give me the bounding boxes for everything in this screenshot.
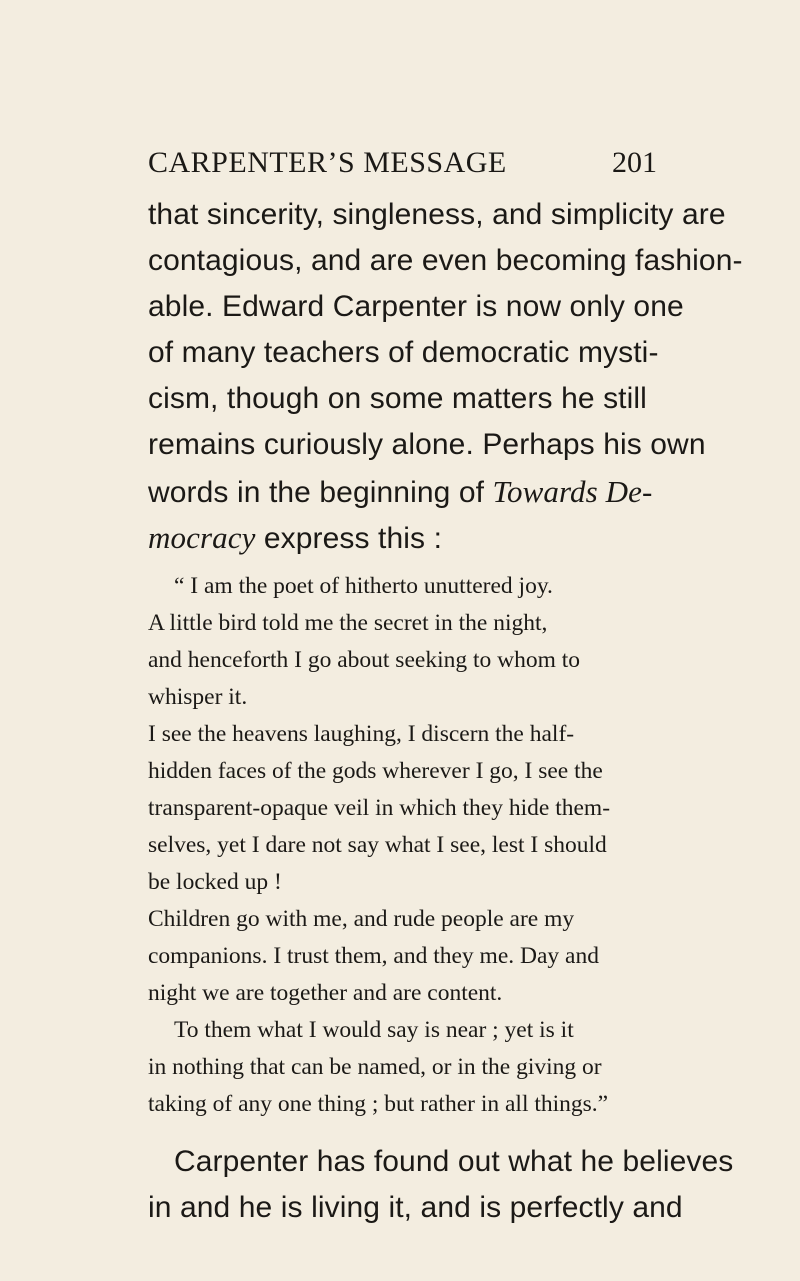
- body-line: in and he is living it, and is perfectly and: [148, 1191, 683, 1224]
- quote-line: selves, yet I dare not say what I see, lest I should: [148, 832, 607, 858]
- quote-line: To them what I would say is near ; yet is it: [174, 1017, 574, 1043]
- body-line: that sincerity, singleness, and simplicity are: [148, 198, 726, 231]
- quote-line: companions. I trust them, and they me. Day and: [148, 943, 599, 969]
- quote-line: I see the heavens laughing, I discern the half-: [148, 721, 575, 747]
- quote-line: “ I am the poet of hitherto unuttered joy.: [174, 573, 553, 599]
- quote-line: A little bird told me the secret in the night,: [148, 610, 548, 636]
- body-line: [148, 520, 442, 556]
- body-text: express this :: [263, 522, 443, 555]
- quote-line: and henceforth I go about seeking to whom to: [148, 647, 581, 673]
- body-line: Carpenter has found out what he believes: [174, 1145, 734, 1178]
- body-line: able. Edward Carpenter is now only one: [148, 290, 684, 323]
- quote-line: be locked up !: [148, 869, 282, 895]
- book-title-italic: mocracy: [148, 520, 256, 555]
- page-number: 201: [612, 146, 657, 179]
- running-head: [0, 146, 800, 186]
- quote-line: hidden faces of the gods wherever I go, I see the: [148, 758, 603, 784]
- body-text: words in the beginning of: [148, 476, 485, 509]
- quote-line: Children go with me, and rude people are my: [148, 906, 575, 932]
- quote-line: in nothing that can be named, or in the giving or: [148, 1054, 602, 1080]
- body-line: of many teachers of democratic mysti-: [148, 336, 659, 369]
- body-line: [148, 474, 652, 510]
- quote-line: whisper it.: [148, 684, 248, 710]
- quote-line: taking of any one thing ; but rather in all things.”: [148, 1091, 609, 1117]
- body-line: remains curiously alone. Perhaps his own: [148, 428, 706, 461]
- quote-line: transparent-opaque veil in which they hide them-: [148, 795, 611, 821]
- body-line: cism, though on some matters he still: [148, 382, 647, 415]
- book-title-italic: Towards De-: [492, 474, 653, 509]
- running-head-title: CARPENTER’S MESSAGE: [148, 146, 507, 179]
- quote-line: night we are together and are content.: [148, 980, 503, 1006]
- body-line: contagious, and are even becoming fashion-: [148, 244, 743, 277]
